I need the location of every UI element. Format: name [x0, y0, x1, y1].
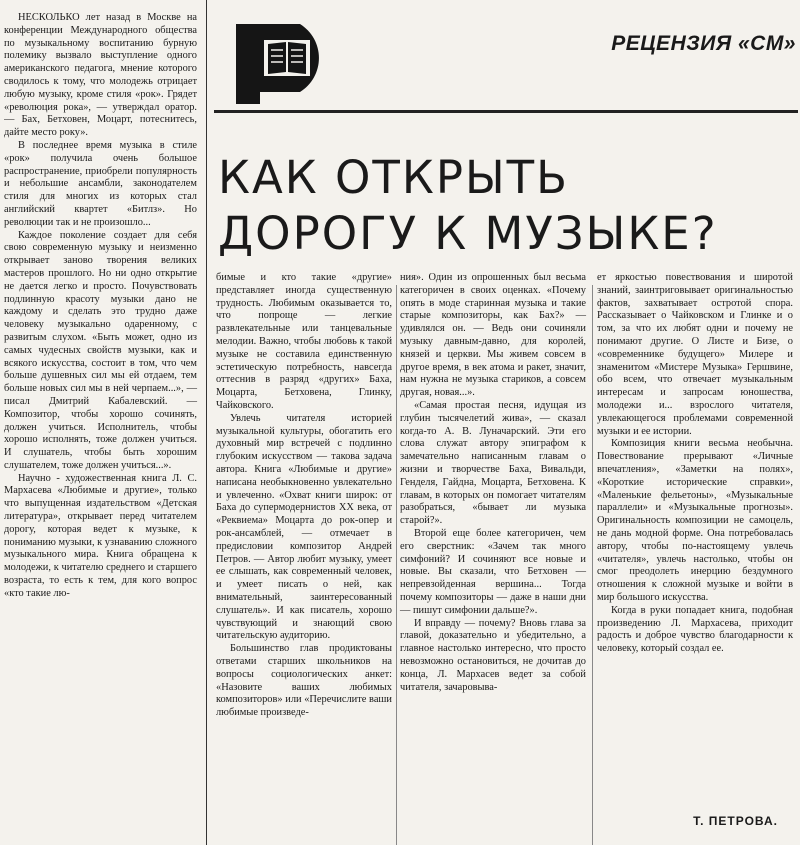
- paragraph: Когда в руки попадает книга, подобная произведению Л. Мархасева, приходит радость и доброе чувство благодарности к человеку, который создал ее.: [597, 604, 793, 655]
- paragraph: НЕСКОЛЬКО лет назад в Москве на конференции Международного общества по музыкальному воспитанию бурную полемику вызвало выступление одного американского педагога, мнение которого сводилось к тому, что молодежь отрицает любую музыку, кроме стиля «рок». Грядет «революция рока», — утверждал оратор. — Бах, Бетховен, Моцарт, потеснитесь, дайте место року».: [4, 12, 197, 139]
- paragraph: И вправду — почему? Вновь глава за главой, доказательно и убедительно, а главное настолько интересно, что просто невозможно остановиться, не дочитав до конца, Л. Мархасев ведет за собой читателя, зачаровыва-: [400, 617, 586, 693]
- article-headline: [218, 150, 798, 262]
- rubric-label: РЕЦЕНЗИЯ «СМ»: [611, 32, 796, 55]
- column-divider: [206, 0, 207, 845]
- column-divider: [396, 285, 397, 845]
- article-column-2: [214, 272, 394, 845]
- column-divider: [592, 285, 593, 845]
- paragraph: Композиция книги весьма необычна. Повествование прерывают «Личные впечатления», «Заметки на полях», «Короткие исторические справки», «Маленькие фельетоны», «Музыкальные параллели» и «Музыкальные прогнозы». Оригинальность композиции не самоцель, не дань модной форме. Она потребовалась автору, чтобы по-настоящему увлечь «читателя», увлечь настолько, чтобы он смог преодолеть инерцию бездумного отношения к сложной музыке и войти в мир большого искусства.: [597, 438, 793, 603]
- paragraph: Каждое поколение создает для себя свою современную музыку и неизменно открывает заново творения великих мастеров прошлого. Но ни одно открытие не дается легко и просто. Почувствовать подлинную красоту музыки дано не каждому и сделать это трудно даже человеку музыкально одаренному, с развитым слухом. «Быть может, одно из самых чудесных свойств музыки, как и всякого искусства, состоит в том, что чем больше душевных сил мы ей отдаем, тем больше новых сил мы в ней черпаем...», — писал Дмитрий Кабалевский. — Композитор, чтобы хорошо сочинять, должен учиться. Исполнитель, чтобы хорошо исполнять, тоже должен учиться. И слушатель, чтобы быть хорошим слушателем, тоже должен учиться...».: [4, 229, 197, 471]
- paragraph: ет яркостью повествования и широтой знаний, заинтриговывает оригинальностью фактов, захватывает остротой спора. Рассказывает о Чайковском и Глинке и о том, за что их любят одни и почему не понимают другие. О Листе и Бизе, о «современнике будущего» Милере и знаменитом «Мистере Музыка» Гершвине, обо всем, что отвечает музыкальным интересам и запросам юношества, молодежи и... взрослого читателя, увлекающегося проблемами современной музыки и ее истории.: [597, 272, 793, 437]
- paragraph: «Самая простая песня, идущая из глубин тысячелетий жива», — сказал когда-то А. В. Луначарский. Эти его слова служат автору эпиграфом к замечательно написанным главам о жизни и творчестве Баха, Вивальди, Генделя, Гайдна, Моцарта, Бетховена. К главам, в которых он помогает читателям разобраться, «бывает ли музыка старой?».: [400, 399, 586, 527]
- author-signature: Т. ПЕТРОВА.: [693, 814, 778, 828]
- header-rule: [214, 110, 798, 113]
- headline-line-1: КАК ОТКРЫТЬ: [218, 151, 570, 204]
- headline-line-2: ДОРОГУ К МУЗЫКЕ?: [218, 207, 718, 260]
- paragraph: ния». Один из опрошенных был весьма категоричен в своих оценках. «Почему опять в моде старинная музыка и такие старые композиторы, как Бах?» — удивлялся он. — Ведь они сочиняли музыку давным-давно, для королей, князей и церкви. Мы живем совсем в другое время, в век атома и ракет, значит, нам нужна не музыка стариков, а совсем другая, новая...».: [400, 272, 586, 399]
- paragraph: бимые и кто такие «другие» представляет иногда существенную трудность. Любимым оказывается то, что попроще — легкие развлекательные или танцевальные мелодии. Важно, чтобы любовь к такой музыке не составила единственную эстетическую потребность, навсегда оттеснив в разряд «других» Баха, Моцарта, Бетховена, Глинку, Чайковского.: [216, 272, 392, 411]
- paragraph: Большинство глав продиктованы ответами старших школьников на вопросы социологических анкет: «Назовите ваших любимых композиторов» или «Перечислите ваши любимые произведе-: [216, 643, 392, 719]
- paragraph: Научно - художественная книга Л. С. Мархасева «Любимые и другие», только что выпущенная издательством «Детская литература», открывает перед читателем дорогу, которая ведет к музыке, к пониманию музыки, к узнаванию сложного музыкального мира. Книга обращена к молодежи, к читателю среднего и старшего возраста, то есть к тем, для кого вопрос «кто такие лю-: [4, 472, 197, 599]
- paragraph: Увлечь читателя историей музыкальной культуры, обогатить его духовный мир встречей с подлинно глубоким искусством — такова задача автора. Книга «Любимые и другие» написана необыкновенно увлекательно и увлеченно. «Охват книги широк: от Баха до супермодернистов XX века, от «Реквиема» Моцарта до рок-опер и рок-ансамблей, — отмечает в предисловии композитор Андрей Петров. — Автор любит музыку, умеет ее слышать, как современный человек, и умеет писать о ней, как внимательный, заинтересованный слушатель». И как писатель, хорошо чувствующий и знающий свою читательскую аудиторию.: [216, 412, 392, 642]
- article-column-3: [398, 272, 588, 845]
- article-column-4: [595, 272, 795, 845]
- paragraph: В последнее время музыка в стиле «рок» получила очень большое распространение, приобрели популярность и небольшие ансамбли, законодателем стиля для многих из которых стал английский квартет «Битлз». Но революции так и не произошло...: [4, 139, 197, 228]
- paragraph: Второй еще более категоричен, чем его сверстник: «Зачем так много симфоний? И сочиняют все новые и новые. Вы сказали, что Бетховен — непревзойденная вершина... Тогда почему композиторы — даже в наши дни — пишут симфонии дальше?».: [400, 527, 586, 616]
- article-column-1: [4, 0, 201, 845]
- rubric-logo: [228, 20, 346, 106]
